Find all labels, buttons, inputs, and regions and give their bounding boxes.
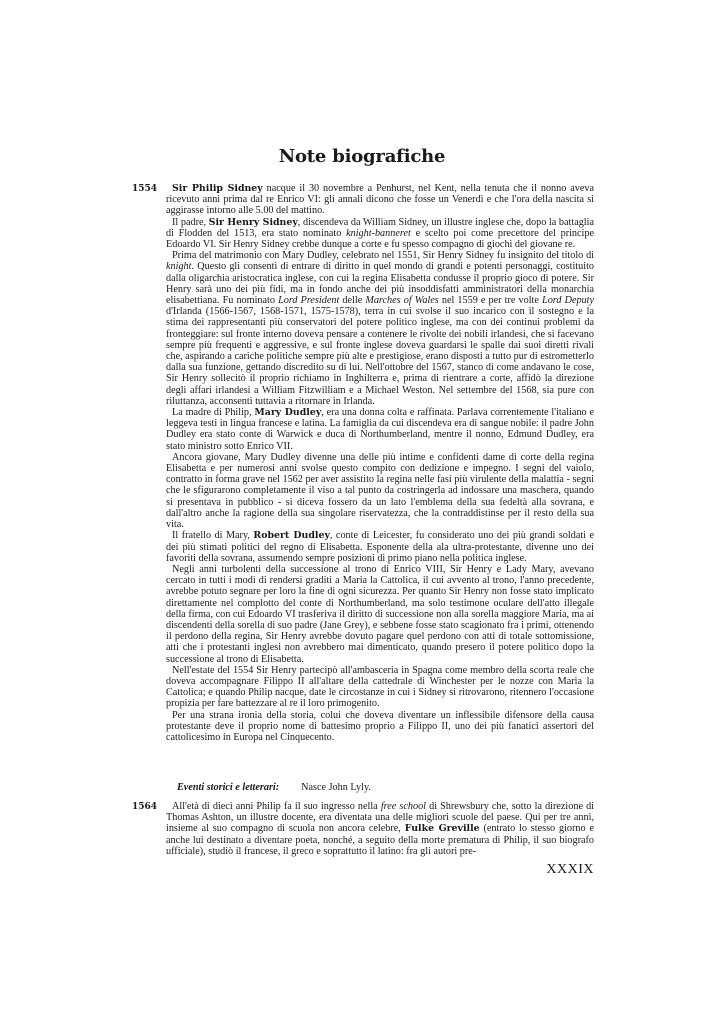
text-run: d'Irlanda (1566-1567, 1568-1571, 1575-1578), terra in cui svolse il suo incarico con il sostegno e la stima dei rappresentanti più conservatori del potere politico inglese, ma con dei continui problemi da fronteggiare: sul fronte interno doveva pensare a contenere le rivolte dei nobili irlandesi, che si facevano sempre più frequenti e aggressive, e sul fronte inglese doveva guardarsi le spalle dai suoi diretti rivali che, aspirando a cariche politiche sempre più alte e prestigiose, erano disposti a tutto pur di estrometterlo dalla sua funzione, gettando discredito su di lui. Nell'ottobre del 1567, stanco di come andavano le cose, Sir Henry sollecitò il proprio richiamo in Inghilterra e, prima di rientrare a corte, affidò la direzione degli affari irlandesi a William Fitzwilliam e a Michael Weston. Nel settembre del 1568, sia pure con riluttanza, acconsentì tuttavia a ritornare in Irlanda. [166, 306, 594, 407]
person-name: Sir Henry Sidney [208, 216, 298, 228]
events-value: Nasce John Lyly. [301, 782, 371, 793]
text-run: All'età di dieci anni Philip fa il suo ingresso nella [172, 801, 381, 812]
text-run: di Shrewsbury che, sotto la direzione di Thomas Ashton, un illustre docente, era diventata una delle migliori scuole del paese. Qui per tre anni, insieme al suo compagno di scuola non ancora celebre, [166, 801, 594, 835]
text-run: . Questo gli consentì di entrare di diritto in quel mondo di grandi e potenti personaggi, costituito dalla oligarchia aristocratica inglese, con cui la regina Elisabetta condusse il proprio gioco di potere. Sir Henry sarà uno dei più fidi, ma in fondo anche dei più insoddisfatti amministratori della monarchia elisabettiana. Fu nominato [166, 261, 594, 307]
paragraph [166, 564, 594, 665]
paragraph [166, 407, 594, 452]
person-name: Robert Dudley [253, 530, 330, 542]
italic-term: Lord Deputy [542, 295, 595, 307]
text-run: nel 1559 e per tre volte [438, 295, 543, 307]
italic-term: Marches of Wales [365, 295, 439, 307]
paragraph [166, 183, 594, 217]
text-run: e scelto poi come precettore del principe Edoardo VI. Sir Henry Sidney crebbe dunque a corte e fu spesso compagno di giochi del giovane re. [166, 227, 594, 251]
text-run: Prima del matrimonio con Mary Dudley, celebrato nel 1551, Sir Henry Sidney fu insignito del titolo di [172, 250, 594, 262]
person-name: Mary Dudley [254, 407, 322, 419]
text-run: Per una strana ironia della storia, colui che doveva diventare un inflessibile difensore della causa protestante deve il proprio nome di battesimo proprio a Filippo II, uno dei più fanatici assertori del cattolicesimo in Europa nel Cinquecento. [166, 709, 594, 743]
paragraph [166, 217, 594, 251]
page-title: Note biografiche [278, 146, 446, 167]
events-label: Eventi storici e letterari: [177, 782, 280, 793]
paragraph [166, 710, 594, 744]
text-run: Negli anni turbolenti della successione al trono di Enrico VIII, Sir Henry e Lady Mary, avevano cercato in tutti i modi di rendersi graditi a Maria la Cattolica, il cui avvento al trono, l'anno precedente, avrebbe potuto segnare per loro la fine di ogni sicurezza. Per quanto Sir Henry non fosse stato implicato direttamente nel complotto del conte di Northumberland, ma solo testimone oculare dell'atto illegale della firma, con cui Edoardo VI trasferiva il diritto di successione non alla sorella maggiore Maria, ma ai discendenti della sorella di suo padre (Jane Grey), e sebbene fosse stato scagionato fra i primi, ottenendo il perdono della regina, Sir Henry avrebbe dovuto pagare quel perdono con atti di totale sottomissione, atti che i protestanti inglesi non avrebbero mai dimenticato, quando presero il potere politico dopo la successione al trono di Elisabetta. [166, 563, 594, 665]
year-1564: 1564 [132, 802, 158, 812]
paragraph [166, 801, 594, 857]
paragraph [166, 250, 594, 407]
italic-term: free school [380, 801, 427, 812]
page-number: XXXIX [546, 862, 594, 877]
text-run: (entrato lo stesso giorno e anche lui destinato a diventare poeta, nonché, a seguito della morte prematura di Philip, il suo biografo ufficiale), studiò il francese, il greco e soprattutto il latino: fra gli autori pre- [166, 823, 594, 857]
text-run: , conte di Leicester, fu considerato uno dei più grandi soldati e dei più stimati politici del regno di Elisabetta. Esponente della ala ultra-protestante, divenne uno dei favoriti della sovrana, assumendo sempre posizioni di primo piano nella politica inglese. [166, 530, 594, 564]
events-line [166, 782, 371, 793]
italic-term: knight-banneret [346, 227, 411, 239]
text-run: , discendeva da William Sidney, un illustre inglese che, dopo la battaglia di Flodden del 1513, era stato nominato [166, 216, 594, 239]
text-run: , era una donna colta e raffinata. Parlava correntemente l'italiano e leggeva testi in lingua francese e latina. La famiglia da cui discendeva era di sangue nobile: il padre John Dudley era stato conte di Warwick e duca di Northumberland, mentre il nonno, Edmund Dudley, era stato ministro sotto Enrico VII. [166, 407, 594, 452]
paragraph [166, 665, 594, 710]
paragraph [166, 452, 594, 530]
text-run: delle [339, 295, 366, 307]
text-run: Il padre, [172, 216, 209, 228]
italic-term: knight [166, 261, 192, 273]
person-name: Sir Philip Sidney [172, 183, 263, 194]
year-1554: 1554 [132, 184, 158, 194]
person-name: Fulke Greville [404, 823, 480, 835]
section-1564 [166, 801, 594, 857]
text-run: Il fratello di Mary, [172, 530, 254, 542]
italic-term: Lord President [278, 295, 340, 307]
text-run: La madre di Philip, [172, 407, 255, 419]
text-run: Nell'estate del 1554 Sir Henry partecipò all'ambasceria in Spagna come membro della scorta reale che doveva accompagnare Filippo II all'altare della cattedrale di Winchester per le nozze con Maria la Cattolica; e quando Philip nacque, date le circostanze in cui i Sidney si ritrovarono, ritennero l'occasione propizia per fare battezzare al re il loro primogenito. [166, 664, 594, 710]
paragraph [166, 530, 594, 564]
text-run: Ancora giovane, Mary Dudley divenne una delle più intime e confidenti dame di corte della regina Elisabetta e per numerosi anni svolse questo compito con dedizione e impegno. I segni del vaiolo, contratto in forma grave nel 1562 per aver assistito la regina nelle fasi più virulente della malattia - segni che le sfigurarono completamente il viso a tal punto da costringerla ad indossare una maschera, quando si presentava in pubblico - si diceva fossero da un lato l'emblema della sua fedeltà alla sovrana, e dall'altro anche la ragione della sua singolare riservatezza, che la contraddistinse per il resto della sua vita. [166, 451, 594, 531]
section-1554 [166, 183, 594, 743]
text-run: nacque il 30 novembre a Penhurst, nel Kent, nella tenuta che il nonno aveva ricevuto anni prima dal re Enrico VI: gli annali dicono che fosse un Venerdì e che l'ora della nascita si aggirasse intorno alle 5.00 del mattino. [166, 183, 594, 217]
